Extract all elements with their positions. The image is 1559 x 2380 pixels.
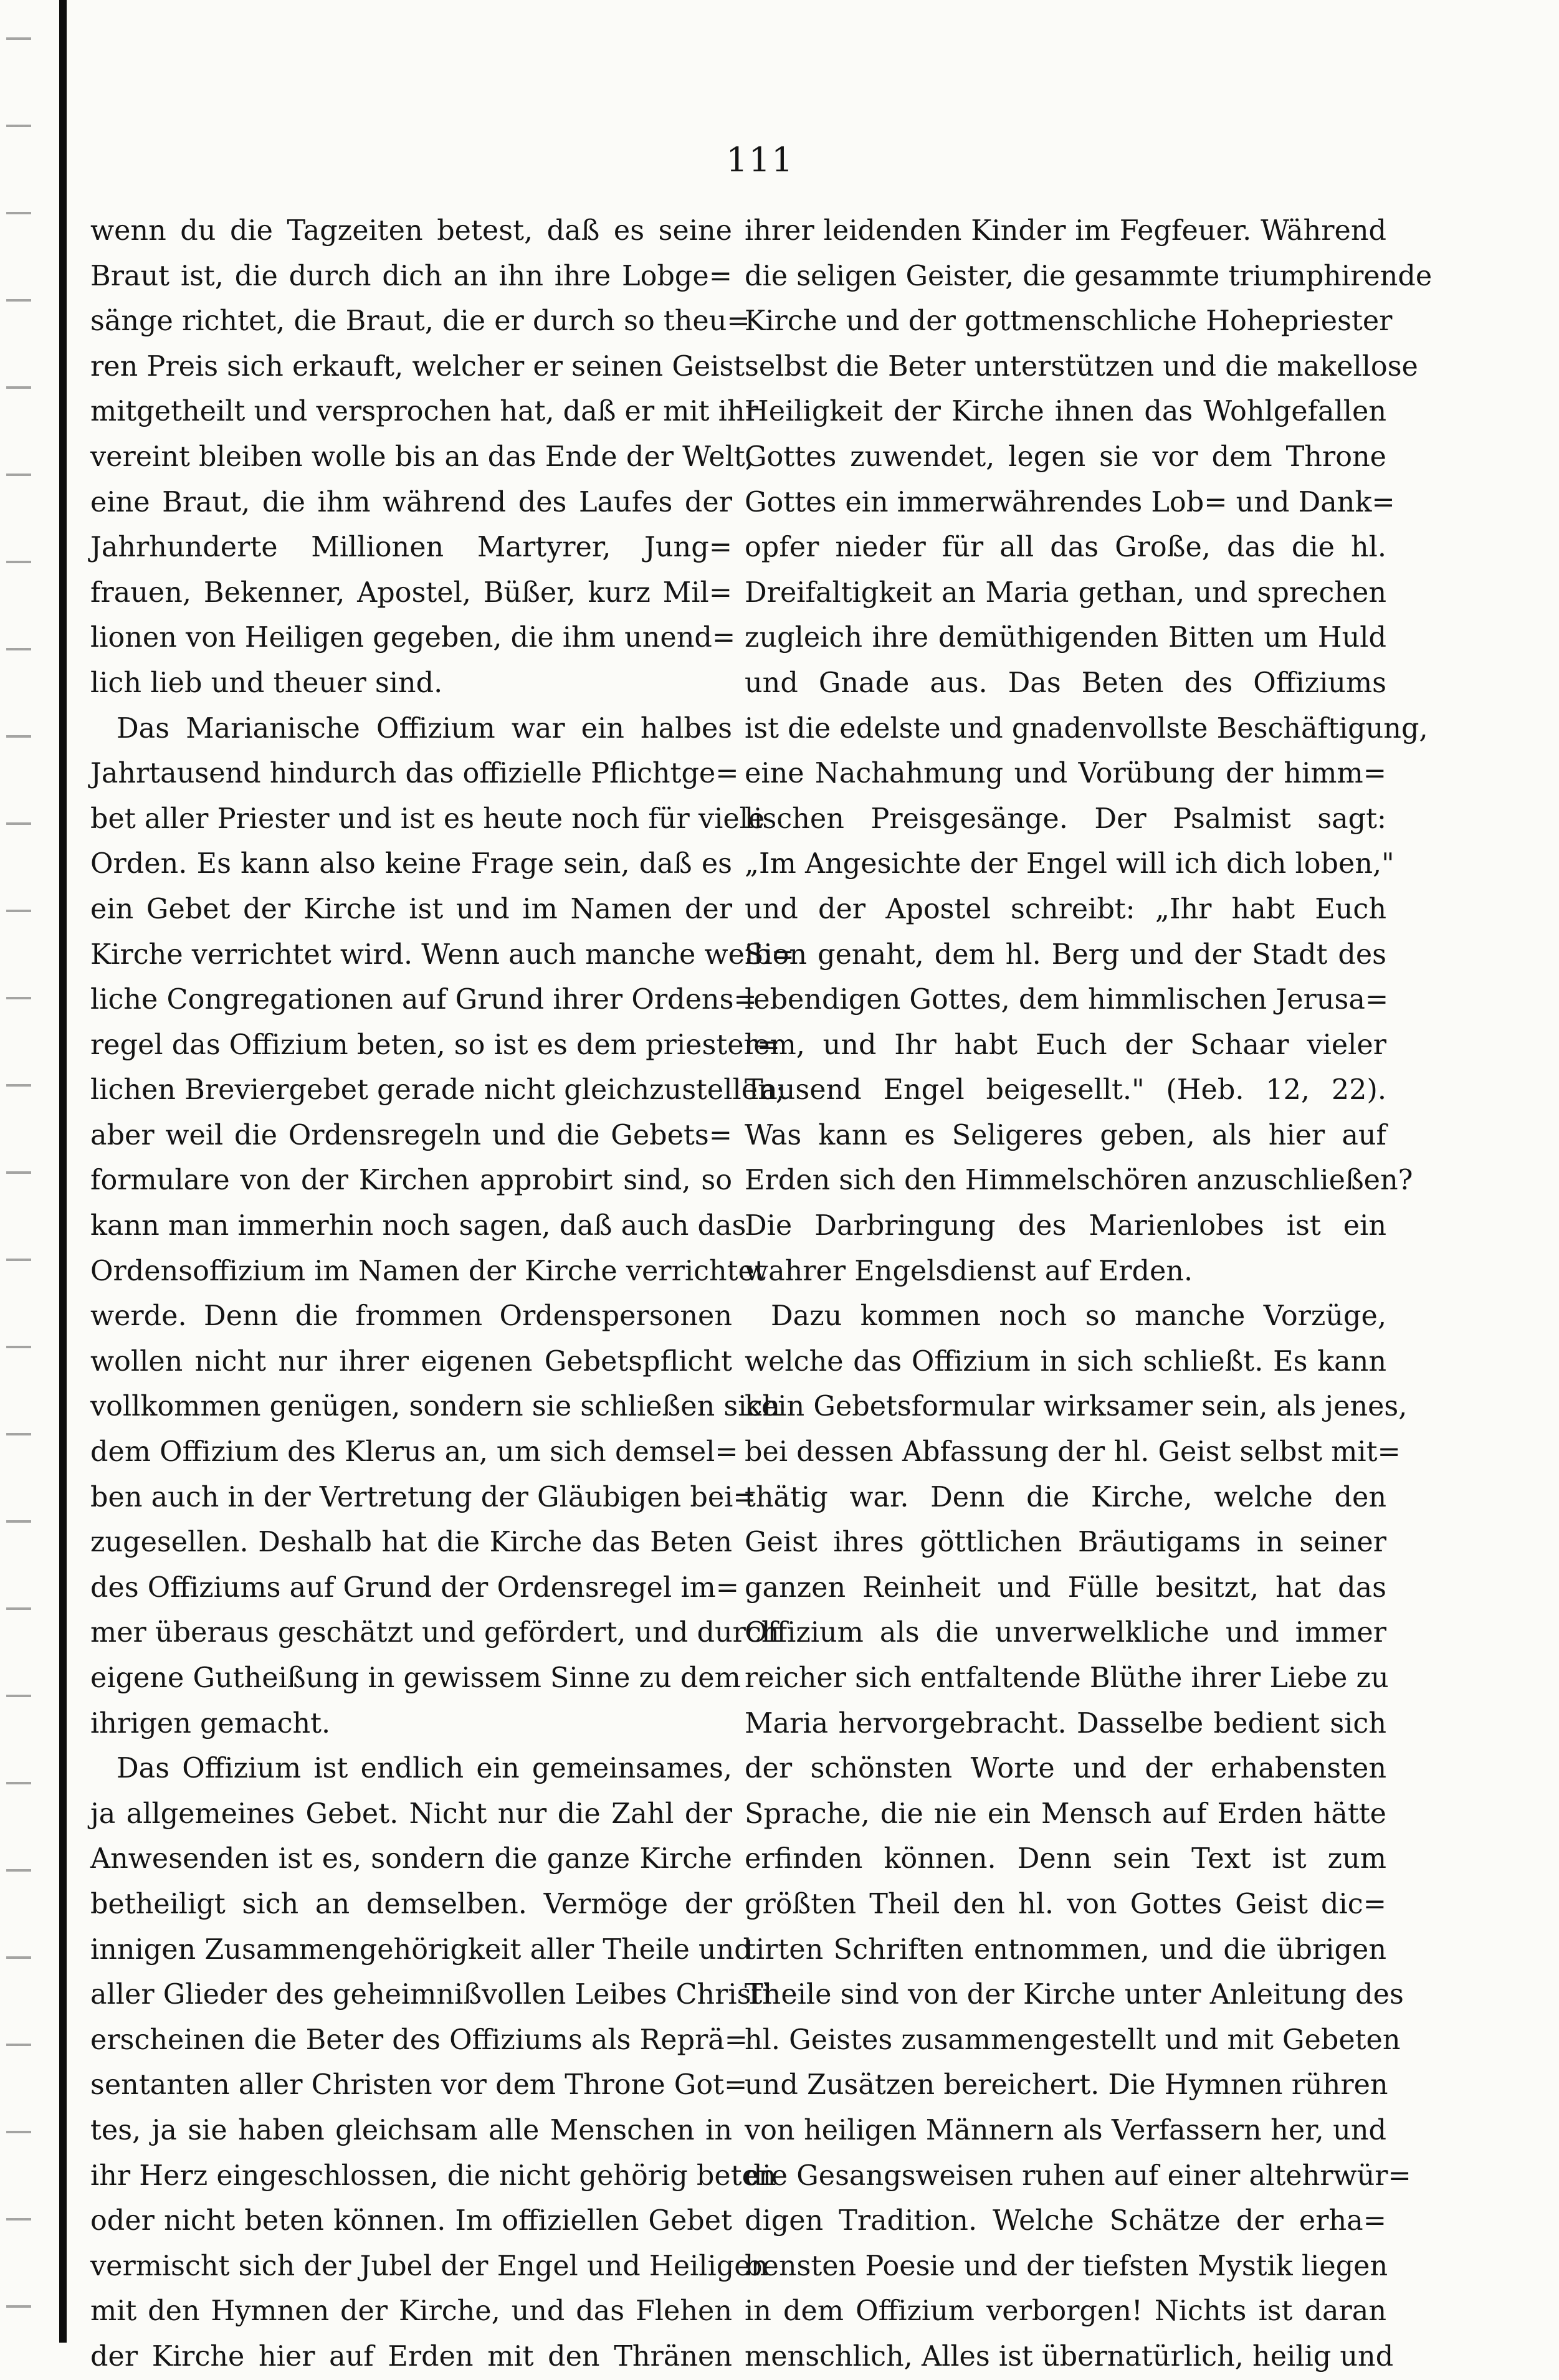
- text-line: lich lieb und theuer sind.: [90, 667, 443, 699]
- text-line: Heiligkeit der Kirche ihnen das Wohlgefallen: [745, 396, 1386, 428]
- text-line: vollkommen genügen, sondern sie schließen sich: [90, 1391, 781, 1423]
- text-line: und der Apostel schreibt: „Ihr habt Euch: [745, 893, 1386, 925]
- text-line: „Im Angesichte der Engel will ich dich loben,": [745, 848, 1395, 880]
- text-line: und Zusätzen bereichert. Die Hymnen rühren: [745, 2069, 1388, 2102]
- text-line: formulare von der Kirchen approbirt sind, so: [90, 1164, 732, 1197]
- text-line: Die Darbringung des Marienlobes ist ein: [745, 1210, 1386, 1242]
- text-line: opfer nieder für all das Große, das die hl.: [745, 531, 1386, 564]
- text-line: und Gnade aus. Das Beten des Offiziums: [745, 667, 1386, 699]
- text-line: zugesellen. Deshalb hat die Kirche das Beten: [90, 1526, 732, 1559]
- text-line: sentanten aller Christen vor dem Throne Got=: [90, 2069, 748, 2102]
- text-line: ben auch in der Vertretung der Gläubigen bei=: [90, 1481, 756, 1513]
- text-line: ein Gebet der Kirche ist und im Namen der: [90, 893, 732, 925]
- text-line: oder nicht beten können. Im offiziellen Gebet: [90, 2205, 732, 2237]
- text-line: lem, und Ihr habt Euch der Schaar vieler: [745, 1029, 1386, 1061]
- text-line: Maria hervorgebracht. Dasselbe bedient sich: [745, 1707, 1386, 1740]
- text-line: kein Gebetsformular wirksamer sein, als jenes,: [745, 1391, 1408, 1423]
- text-line: Das Offizium ist endlich ein gemeinsames,: [117, 1753, 732, 1785]
- text-line: liche Congregationen auf Grund ihrer Ordens=: [90, 984, 757, 1016]
- text-line: reicher sich entfaltende Blüthe ihrer Liebe zu: [745, 1662, 1389, 1694]
- text-line: frauen, Bekenner, Apostel, Büßer, kurz Mil=: [90, 576, 732, 609]
- text-line: Offizium als die unverwelkliche und immer: [745, 1617, 1386, 1649]
- text-line: Jahrtausend hindurch das offizielle Pflichtge=: [90, 758, 739, 790]
- gutter-line: [59, 0, 67, 2343]
- text-line: Ordensoffizium im Namen der Kirche verrichtet: [90, 1255, 766, 1287]
- text-line: dem Offizium des Klerus an, um sich demsel=: [90, 1436, 738, 1468]
- text-line: ihr Herz eingeschlossen, die nicht gehörig beten: [90, 2159, 776, 2192]
- text-line: aller Glieder des geheimnißvollen Leibes Christi: [90, 1979, 771, 2011]
- text-line: größten Theil den hl. von Gottes Geist dic=: [745, 1888, 1386, 1920]
- text-line: wenn du die Tagzeiten betest, daß es seine: [90, 215, 732, 247]
- text-line: Braut ist, die durch dich an ihn ihre Lobge=: [90, 260, 732, 292]
- text-line: digen Tradition. Welche Schätze der erha=: [745, 2205, 1386, 2237]
- text-line: des Offiziums auf Grund der Ordensregel im=: [90, 1571, 740, 1604]
- text-line: ren Preis sich erkauft, welcher er seinen Geist: [90, 350, 745, 383]
- text-line: Orden. Es kann also keine Frage sein, daß es: [90, 848, 732, 880]
- text-line: hl. Geistes zusammengestellt und mit Gebeten: [745, 2024, 1401, 2056]
- text-line: selbst die Beter unterstützen und die makellose: [745, 350, 1418, 383]
- text-line: kann man immerhin noch sagen, daß auch das: [90, 1210, 746, 1242]
- text-line: mit den Hymnen der Kirche, und das Flehen: [90, 2295, 732, 2328]
- text-line: Was kann es Seligeres geben, als hier auf: [745, 1119, 1386, 1151]
- text-line: welche das Offizium in sich schließt. Es kann: [745, 1345, 1386, 1378]
- text-line: menschlich, Alles ist übernatürlich, heilig und: [745, 2340, 1394, 2373]
- text-line: eigene Gutheißung in gewissem Sinne zu dem: [90, 1662, 741, 1694]
- text-line: aber weil die Ordensregeln und die Gebets=: [90, 1119, 732, 1151]
- text-line: tes, ja sie haben gleichsam alle Menschen in: [90, 2114, 732, 2146]
- text-line: die seligen Geister, die gesammte triumphirende: [745, 260, 1433, 292]
- text-line: erscheinen die Beter des Offiziums als Reprä=: [90, 2024, 748, 2056]
- text-line: betheiligt sich an demselben. Vermöge der: [90, 1888, 732, 1920]
- text-line: wahrer Engelsdienst auf Erden.: [745, 1255, 1193, 1287]
- text-line: sänge richtet, die Braut, die er durch so theu=: [90, 305, 750, 338]
- text-line: Das Marianische Offizium war ein halbes: [117, 712, 732, 745]
- text-line: thätig war. Denn die Kirche, welche den: [745, 1481, 1386, 1513]
- text-line: Dreifaltigkeit an Maria gethan, und sprechen: [745, 576, 1386, 609]
- text-line: erfinden können. Denn sein Text ist zum: [745, 1843, 1386, 1875]
- text-line: innigen Zusammengehörigkeit aller Theile und: [90, 1933, 752, 1966]
- text-line: werde. Denn die frommen Ordenspersonen: [90, 1300, 732, 1333]
- text-line: Tausend Engel beigesellt." (Heb. 12, 22).: [745, 1074, 1386, 1107]
- text-line: lionen von Heiligen gegeben, die ihm unend=: [90, 622, 736, 654]
- text-line: von heiligen Männern als Verfassern her, und: [745, 2114, 1386, 2146]
- text-line: ihrigen gemacht.: [90, 1707, 331, 1740]
- text-line: die Gesangsweisen ruhen auf einer altehrwür=: [745, 2159, 1411, 2192]
- text-line: in dem Offizium verborgen! Nichts ist daran: [745, 2295, 1386, 2328]
- text-line: Erden sich den Himmelschören anzuschließen?: [745, 1164, 1413, 1197]
- text-line: bei dessen Abfassung der hl. Geist selbst mit=: [745, 1436, 1401, 1468]
- text-line: ganzen Reinheit und Fülle besitzt, hat das: [745, 1571, 1386, 1604]
- text-line: ja allgemeines Gebet. Nicht nur die Zahl der: [90, 1797, 732, 1830]
- text-line: ihrer leidenden Kinder im Fegfeuer. Während: [745, 215, 1386, 247]
- text-line: wollen nicht nur ihrer eigenen Gebetspflicht: [90, 1345, 732, 1378]
- text-line: lichen Breviergebet gerade nicht gleichzustellen;: [90, 1074, 785, 1107]
- text-line: der Kirche hier auf Erden mit den Thränen: [90, 2340, 732, 2373]
- text-line: Geist ihres göttlichen Bräutigams in seiner: [745, 1526, 1386, 1559]
- text-line: Gottes ein immerwährendes Lob= und Dank=: [745, 486, 1395, 518]
- text-line: Kirche und der gottmenschliche Hohepriester: [745, 305, 1393, 338]
- text-line: vermischt sich der Jubel der Engel und Heiligen: [90, 2250, 769, 2282]
- text-line: Theile sind von der Kirche unter Anleitung des: [745, 1979, 1404, 2011]
- text-line: lebendigen Gottes, dem himmlischen Jerusa=: [745, 984, 1389, 1016]
- text-line: Dazu kommen noch so manche Vorzüge,: [771, 1300, 1386, 1333]
- text-line: zugleich ihre demüthigenden Bitten um Huld: [745, 622, 1386, 654]
- page-number: 111: [726, 140, 794, 179]
- text-line: eine Nachahmung und Vorübung der himm=: [745, 758, 1386, 790]
- binding-edge: [6, 0, 31, 2343]
- left-column: [90, 209, 794, 2380]
- text-line: bensten Poesie und der tiefsten Mystik liegen: [745, 2250, 1388, 2282]
- text-line: der schönsten Worte und der erhabensten: [745, 1753, 1386, 1785]
- text-line: ist die edelste und gnadenvollste Beschäftigung,: [745, 712, 1428, 745]
- text-line: eine Braut, die ihm während des Laufes der: [90, 486, 732, 518]
- text-line: vereint bleiben wolle bis an das Ende der Welt,: [90, 440, 754, 473]
- text-line: tirten Schriften entnommen, und die übrigen: [745, 1933, 1386, 1966]
- text-line: regel das Offizium beten, so ist es dem priester=: [90, 1029, 781, 1061]
- text-line: Anwesenden ist es, sondern die ganze Kirche: [90, 1843, 732, 1875]
- text-line: Gottes zuwendet, legen sie vor dem Throne: [745, 440, 1386, 473]
- right-column: [745, 209, 1433, 2380]
- text-line: Kirche verrichtet wird. Wenn auch manche weib=: [90, 938, 794, 971]
- text-line: mer überaus geschätzt und gefördert, und durch: [90, 1617, 780, 1649]
- text-line: Sion genaht, dem hl. Berg und der Stadt des: [745, 938, 1386, 971]
- text-line: Jahrhunderte Millionen Martyrer, Jung=: [90, 531, 732, 564]
- text-line: lischen Preisgesänge. Der Psalmist sagt:: [745, 802, 1386, 835]
- text-line: Sprache, die nie ein Mensch auf Erden hätte: [745, 1797, 1386, 1830]
- text-line: bet aller Priester und ist es heute noch für viele: [90, 802, 765, 835]
- text-line: mitgetheilt und versprochen hat, daß er mit ihr: [90, 396, 758, 428]
